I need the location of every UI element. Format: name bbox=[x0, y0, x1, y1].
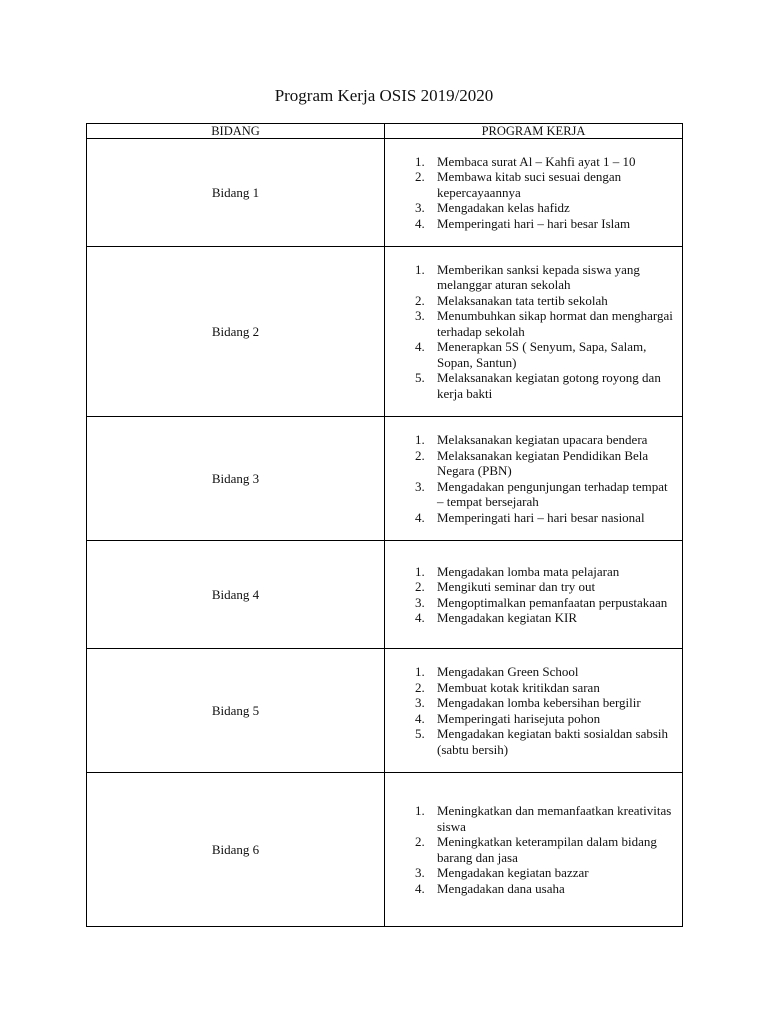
list-item-number: 1. bbox=[415, 563, 425, 579]
list-item-text: Mengadakan lomba mata pelajaran bbox=[437, 563, 620, 579]
list-item bbox=[385, 664, 682, 680]
list-item-text: Memberikan sanksi kepada siswa yang melanggar aturan sekolah bbox=[437, 261, 640, 293]
list-item bbox=[385, 695, 682, 711]
list-item bbox=[385, 865, 682, 881]
program-list bbox=[385, 664, 682, 757]
table-body bbox=[87, 139, 683, 927]
program-kerja-cell bbox=[385, 541, 683, 649]
list-item-text: Mengadakan kegiatan KIR bbox=[437, 610, 578, 625]
table-row bbox=[87, 773, 683, 927]
list-item-text: Memperingati hari – hari besar nasional bbox=[437, 509, 645, 525]
bidang-cell: Bidang 5 bbox=[87, 649, 385, 773]
program-list bbox=[385, 564, 682, 626]
table-header-row bbox=[87, 124, 683, 139]
list-item-number: 2. bbox=[415, 834, 425, 849]
program-kerja-cell bbox=[385, 247, 683, 417]
list-item-text: Mengadakan kelas hafidz bbox=[437, 200, 570, 216]
bidang-cell: Bidang 6 bbox=[87, 773, 385, 927]
list-item-text: Mengoptimalkan pemanfaatan perpustakaan bbox=[437, 594, 668, 610]
list-item bbox=[385, 432, 682, 448]
list-item bbox=[385, 339, 682, 370]
list-item-text: Mengadakan kegiatan bakti sosialdan sabsih (sabtu bersih) bbox=[437, 726, 669, 757]
list-item-number: 2. bbox=[415, 447, 425, 463]
program-kerja-cell bbox=[385, 139, 683, 247]
list-item-text: Memperingati harisejuta pohon bbox=[437, 710, 601, 726]
list-item-number: 4. bbox=[415, 339, 425, 355]
list-item-number: 1. bbox=[415, 664, 425, 679]
list-item-text: Membuat kotak kritikdan saran bbox=[437, 679, 600, 695]
table-row bbox=[87, 649, 683, 773]
list-item-number: 3. bbox=[415, 594, 425, 610]
list-item bbox=[385, 680, 682, 696]
list-item-number: 1. bbox=[415, 803, 425, 818]
bidang-cell: Bidang 2 bbox=[87, 247, 385, 417]
list-item-number: 2. bbox=[415, 579, 425, 594]
list-item-number: 3. bbox=[415, 478, 425, 494]
table-row bbox=[87, 417, 683, 541]
list-item bbox=[385, 262, 682, 293]
list-item bbox=[385, 448, 682, 479]
list-item bbox=[385, 564, 682, 580]
list-item bbox=[385, 308, 682, 339]
table-row bbox=[87, 139, 683, 247]
list-item-number: 4. bbox=[415, 509, 425, 525]
list-item-text: Menerapkan 5S ( Senyum, Sapa, Salam, Sopan, Santun) bbox=[437, 339, 647, 370]
list-item-number: 4. bbox=[415, 215, 425, 231]
list-item-number: 4. bbox=[415, 880, 425, 896]
list-item-text: Melaksanakan tata tertib sekolah bbox=[437, 292, 608, 308]
list-item-text: Mengadakan Green School bbox=[437, 664, 579, 679]
list-item bbox=[385, 370, 682, 401]
list-item bbox=[385, 881, 682, 897]
list-item-text: Mengadakan kegiatan bazzar bbox=[437, 865, 589, 880]
column-header-bidang: BIDANG bbox=[87, 124, 385, 139]
list-item bbox=[385, 169, 682, 200]
list-item-number: 1. bbox=[415, 153, 425, 169]
table-row bbox=[87, 247, 683, 417]
page-title: Program Kerja OSIS 2019/2020 bbox=[274, 86, 494, 105]
list-item bbox=[385, 293, 682, 309]
list-item-text: Meningkatkan dan memanfaatkan kreativitas siswa bbox=[437, 803, 672, 834]
program-list bbox=[385, 803, 682, 896]
bidang-cell: Bidang 3 bbox=[87, 417, 385, 541]
list-item-number: 1. bbox=[415, 261, 425, 277]
list-item-number: 3. bbox=[415, 865, 425, 880]
list-item-text: Mengadakan pengunjungan terhadap tempat – tempat bersejarah bbox=[437, 478, 668, 509]
list-item-number: 2. bbox=[415, 169, 425, 185]
program-list bbox=[385, 262, 682, 402]
list-item-number: 3. bbox=[415, 695, 425, 710]
program-kerja-cell bbox=[385, 649, 683, 773]
list-item-text: Memperingati hari – hari besar Islam bbox=[437, 215, 631, 231]
list-item bbox=[385, 479, 682, 510]
list-item bbox=[385, 154, 682, 170]
list-item bbox=[385, 610, 682, 626]
program-list bbox=[385, 432, 682, 525]
list-item-number: 4. bbox=[415, 710, 425, 726]
program-kerja-cell bbox=[385, 773, 683, 927]
list-item-text: Mengadakan dana usaha bbox=[437, 880, 565, 896]
list-item-number: 2. bbox=[415, 292, 425, 308]
list-item-text: Melaksanakan kegiatan upacara bendera bbox=[437, 432, 648, 447]
list-item bbox=[385, 595, 682, 611]
bidang-cell: Bidang 4 bbox=[87, 541, 385, 649]
bidang-cell: Bidang 1 bbox=[87, 139, 385, 247]
list-item-number: 1. bbox=[415, 432, 425, 447]
list-item-text: Meningkatkan keterampilan dalam bidang barang dan jasa bbox=[437, 834, 657, 865]
list-item-number: 5. bbox=[415, 370, 425, 386]
list-item bbox=[385, 579, 682, 595]
program-kerja-cell bbox=[385, 417, 683, 541]
list-item-number: 3. bbox=[415, 200, 425, 216]
list-item-text: Mengikuti seminar dan try out bbox=[437, 579, 596, 594]
list-item-text: Membawa kitab suci sesuai dengan kepercayaannya bbox=[437, 169, 622, 200]
program-table bbox=[86, 123, 683, 927]
table-row bbox=[87, 541, 683, 649]
list-item-text: Mengadakan lomba kebersihan bergilir bbox=[437, 695, 641, 710]
list-item-number: 3. bbox=[415, 308, 425, 324]
list-item bbox=[385, 711, 682, 727]
list-item bbox=[385, 803, 682, 834]
list-item-number: 2. bbox=[415, 679, 425, 695]
list-item-text: Menumbuhkan sikap hormat dan menghargai terhadap sekolah bbox=[437, 308, 673, 339]
list-item-text: Membaca surat Al – Kahfi ayat 1 – 10 bbox=[437, 153, 636, 169]
list-item bbox=[385, 834, 682, 865]
list-item bbox=[385, 510, 682, 526]
list-item-number: 4. bbox=[415, 610, 425, 625]
column-header-program-kerja: PROGRAM KERJA bbox=[385, 124, 683, 139]
list-item-text: Melaksanakan kegiatan Pendidikan Bela Negara (PBN) bbox=[437, 447, 649, 478]
list-item-text: Melaksanakan kegiatan gotong royong dan kerja bakti bbox=[437, 370, 661, 401]
list-item-number: 5. bbox=[415, 726, 425, 741]
list-item bbox=[385, 216, 682, 232]
list-item bbox=[385, 726, 682, 757]
list-item bbox=[385, 200, 682, 216]
program-list bbox=[385, 154, 682, 232]
